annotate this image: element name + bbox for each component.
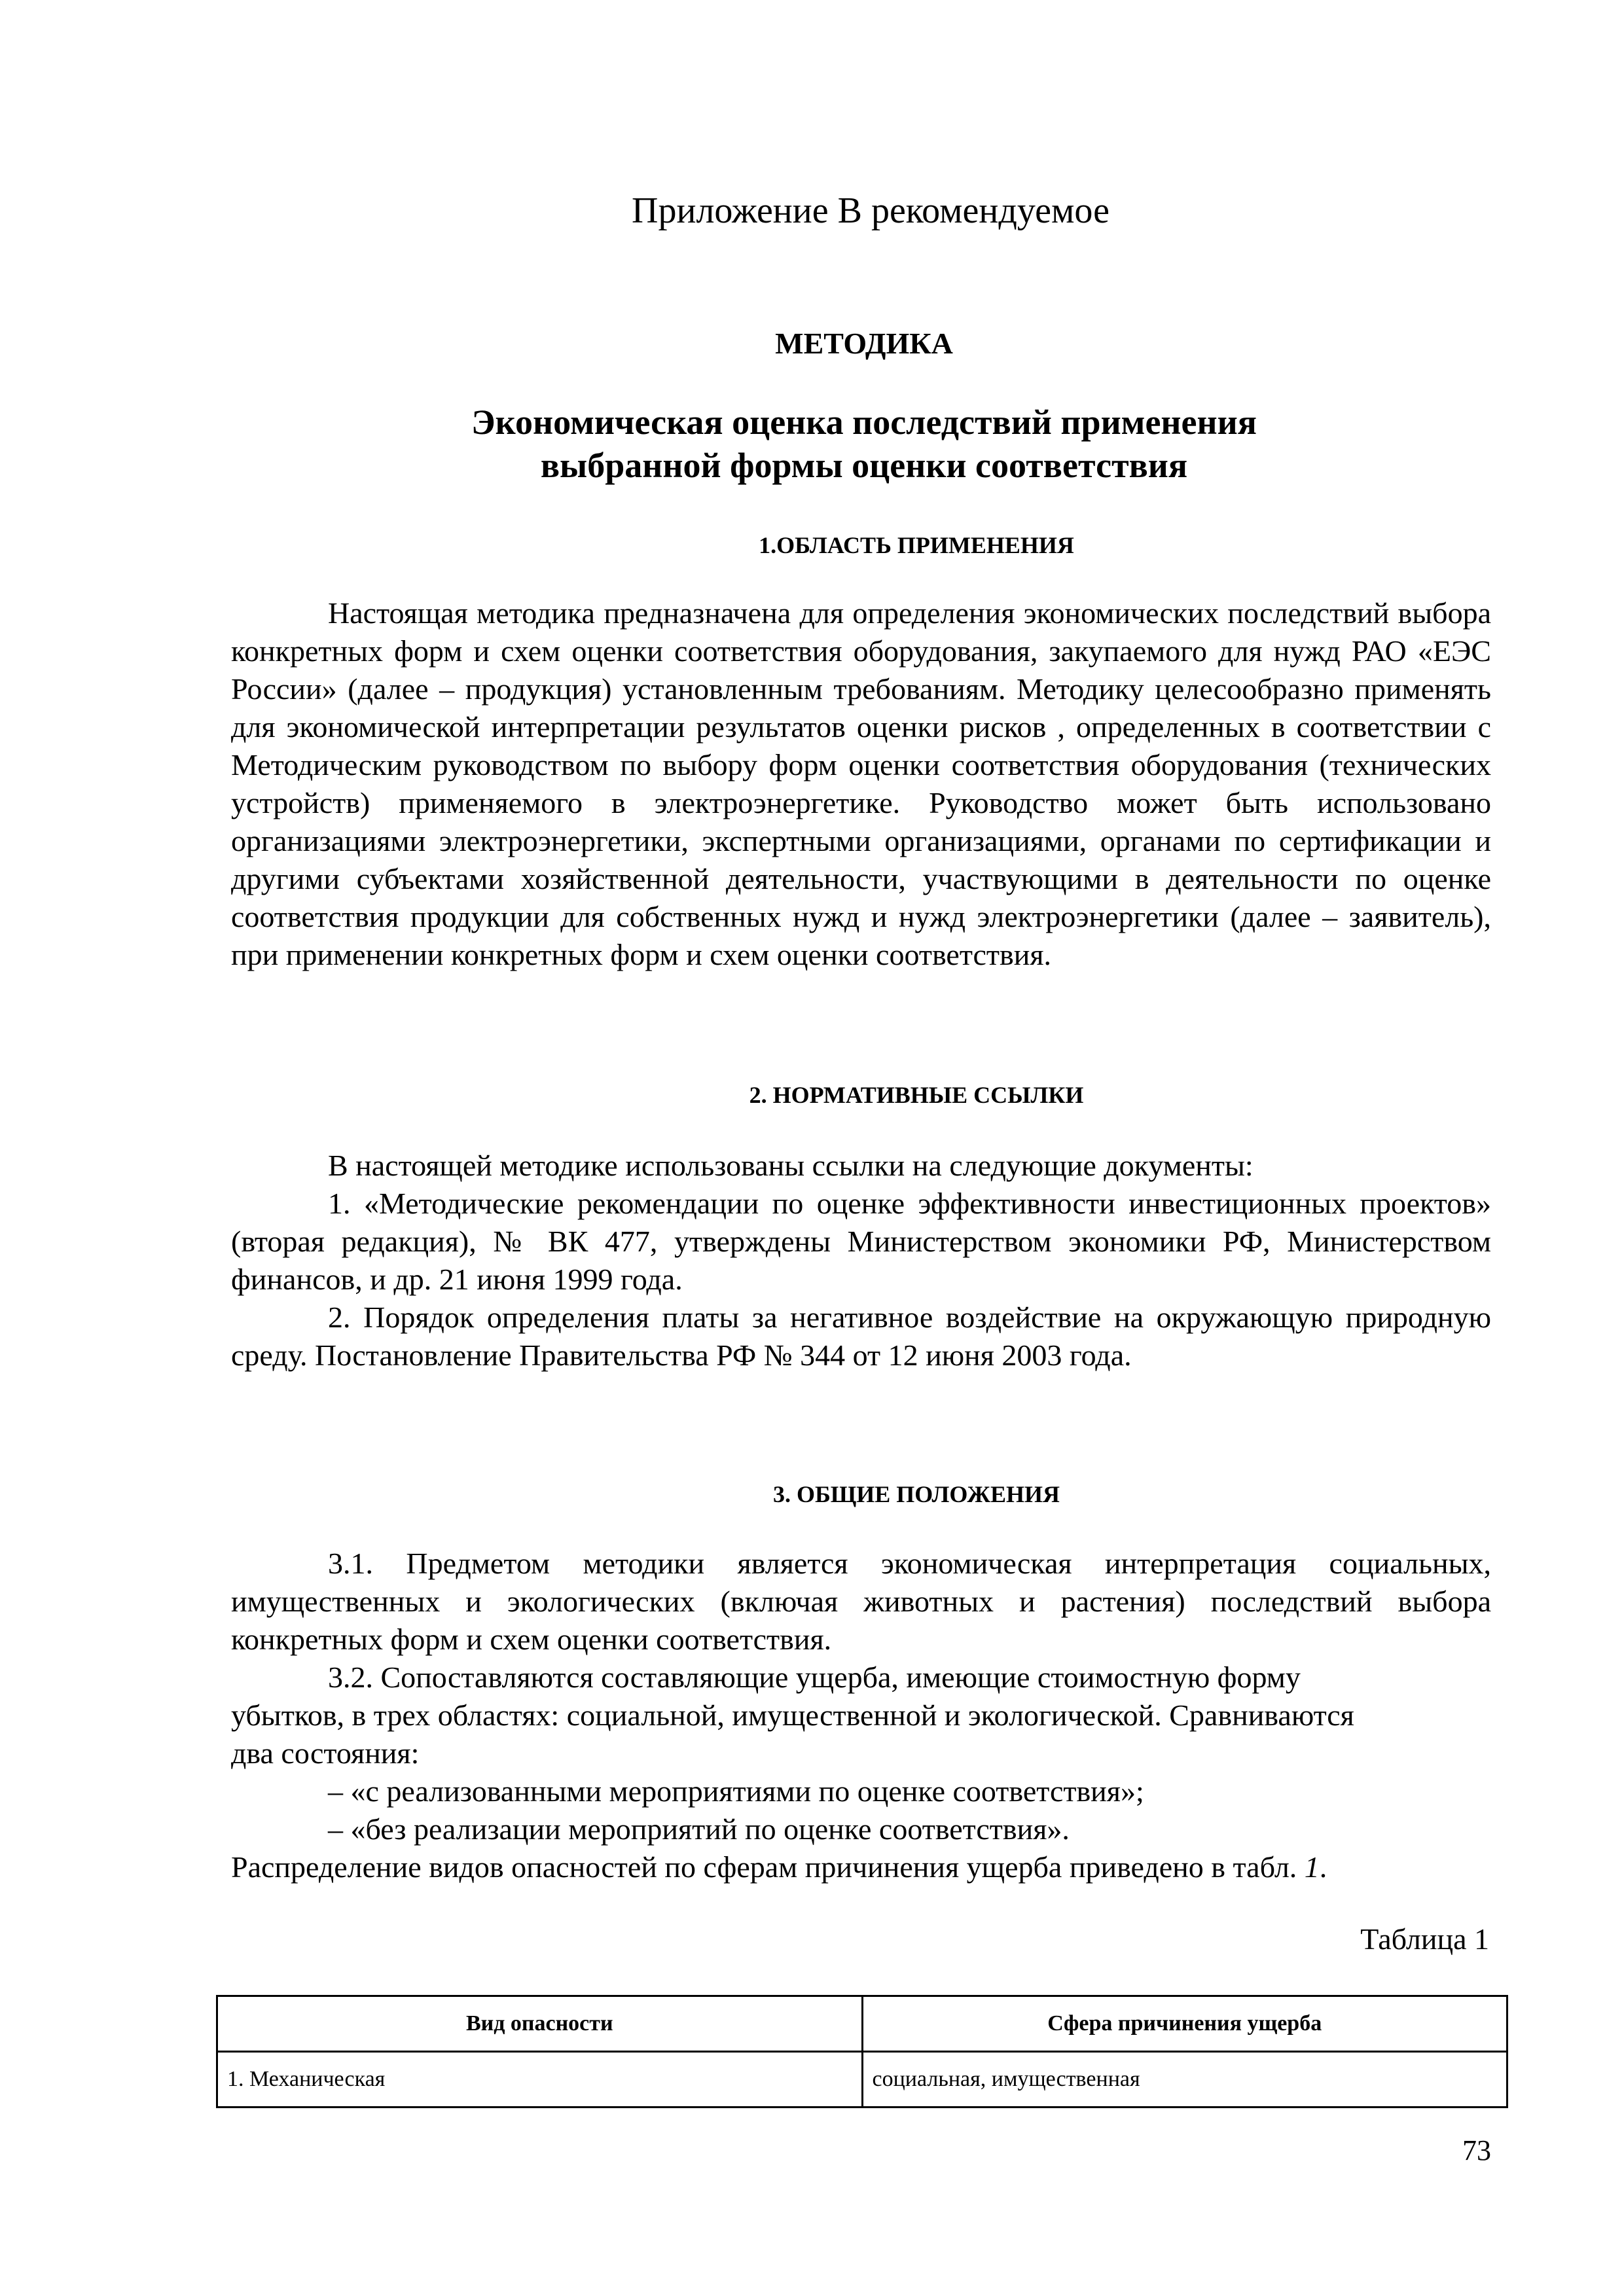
section-3-paragraph-2-line-1: 3.2. Сопоставляются составляющие ущерба, имеющие стоимостную форму: [328, 1660, 1301, 1694]
section-3-closing-text: Распределение видов опасностей по сферам причинения ущерба приведено в табл.: [231, 1850, 1305, 1884]
section-2-body: [231, 1147, 1491, 1374]
section-2-intro: В настоящей методике использованы ссылки на следующие документы:: [328, 1149, 1254, 1182]
annex-title: Приложение В рекомендуемое: [632, 190, 1110, 231]
section-2-heading: 2. НОРМАТИВНЫЕ ССЫЛКИ: [749, 1082, 1084, 1108]
section-3-list-item-1: – «с реализованными мероприятиями по оценке соответствия»;: [328, 1774, 1144, 1808]
section-3-body: [231, 1545, 1491, 1886]
table-header-row: [217, 1996, 1507, 2052]
table-cell: социальная, имущественная: [862, 2052, 1507, 2108]
table-header-cell: Вид опасности: [217, 1996, 863, 2052]
table-row: [217, 2052, 1507, 2108]
table-header-cell: Сфера причинения ущерба: [862, 1996, 1507, 2052]
section-3-paragraph-1: 3.1. Предметом методики является экономическая интерпретация социальных, имущественных и экологических (включая животных и растения) последствий выбора конкретных форм и схем оценки соответствия.: [231, 1547, 1491, 1656]
method-title: МЕТОДИКА: [775, 327, 953, 360]
section-1-body: [231, 594, 1491, 974]
section-3-paragraph-2-line-2: убытков, в трех областях: социальной, имущественной и экологической. Сравниваются: [231, 1698, 1354, 1732]
subtitle-line-2: выбранной формы оценки соответствия: [540, 446, 1188, 485]
section-3-heading: 3. ОБЩИЕ ПОЛОЖЕНИЯ: [772, 1481, 1060, 1507]
section-2-reference-1: 1. «Методические рекомендации по оценке эффективности инвестиционных проектов» (вторая редакция), № ВК 477, утверждены Министерством экономики РФ, Министерством финансов, и др. 21 июня 1999 года.: [231, 1187, 1491, 1296]
section-3-closing-end: .: [1319, 1850, 1327, 1884]
table-caption: Таблица 1: [1360, 1922, 1489, 1956]
subtitle-line-1: Экономическая оценка последствий применения: [471, 403, 1257, 442]
section-1-paragraph: Настоящая методика предназначена для определения экономических последствий выбора конкретных форм и схем оценки соответствия оборудования, закупаемого для нужд РАО «ЕЭС России» (далее – продукция) установленным требованиям. Методику целесообразно применять для экономической интерпретации результатов оценки рисков , определенных в соответствии с Методическим руководством по выбору форм оценки соответствия оборудования (технических устройств) применяемого в электроэнергетике. Руководство может быть использовано организациями электроэнергетики, экспертными организациями, органами по сертификации и другими субъектами хозяйственной деятельности, участвующими в деятельности по оценке соответствия продукции для собственных нужд и нужд электроэнергетики (далее – заявитель), при применении конкретных форм и схем оценки соответствия.: [231, 596, 1491, 971]
section-3-list-item-2: – «без реализации мероприятий по оценке соответствия».: [328, 1812, 1070, 1846]
hazard-table: [216, 1995, 1508, 2108]
document-subtitle: [406, 401, 1322, 487]
section-1-heading: 1.ОБЛАСТЬ ПРИМЕНЕНИЯ: [759, 532, 1074, 558]
section-3-paragraph-2-line-3: два состояния:: [231, 1736, 420, 1770]
section-2-reference-2: 2. Порядок определения платы за негативное воздействие на окружающую природную среду. Постановление Правительства РФ № 344 от 12 июня 2003 года.: [231, 1300, 1491, 1372]
page-number: 73: [1462, 2134, 1491, 2166]
section-3-closing: [231, 1848, 1491, 1886]
section-3-closing-table-ref: 1: [1304, 1850, 1320, 1884]
table-cell: 1. Механическая: [217, 2052, 863, 2108]
